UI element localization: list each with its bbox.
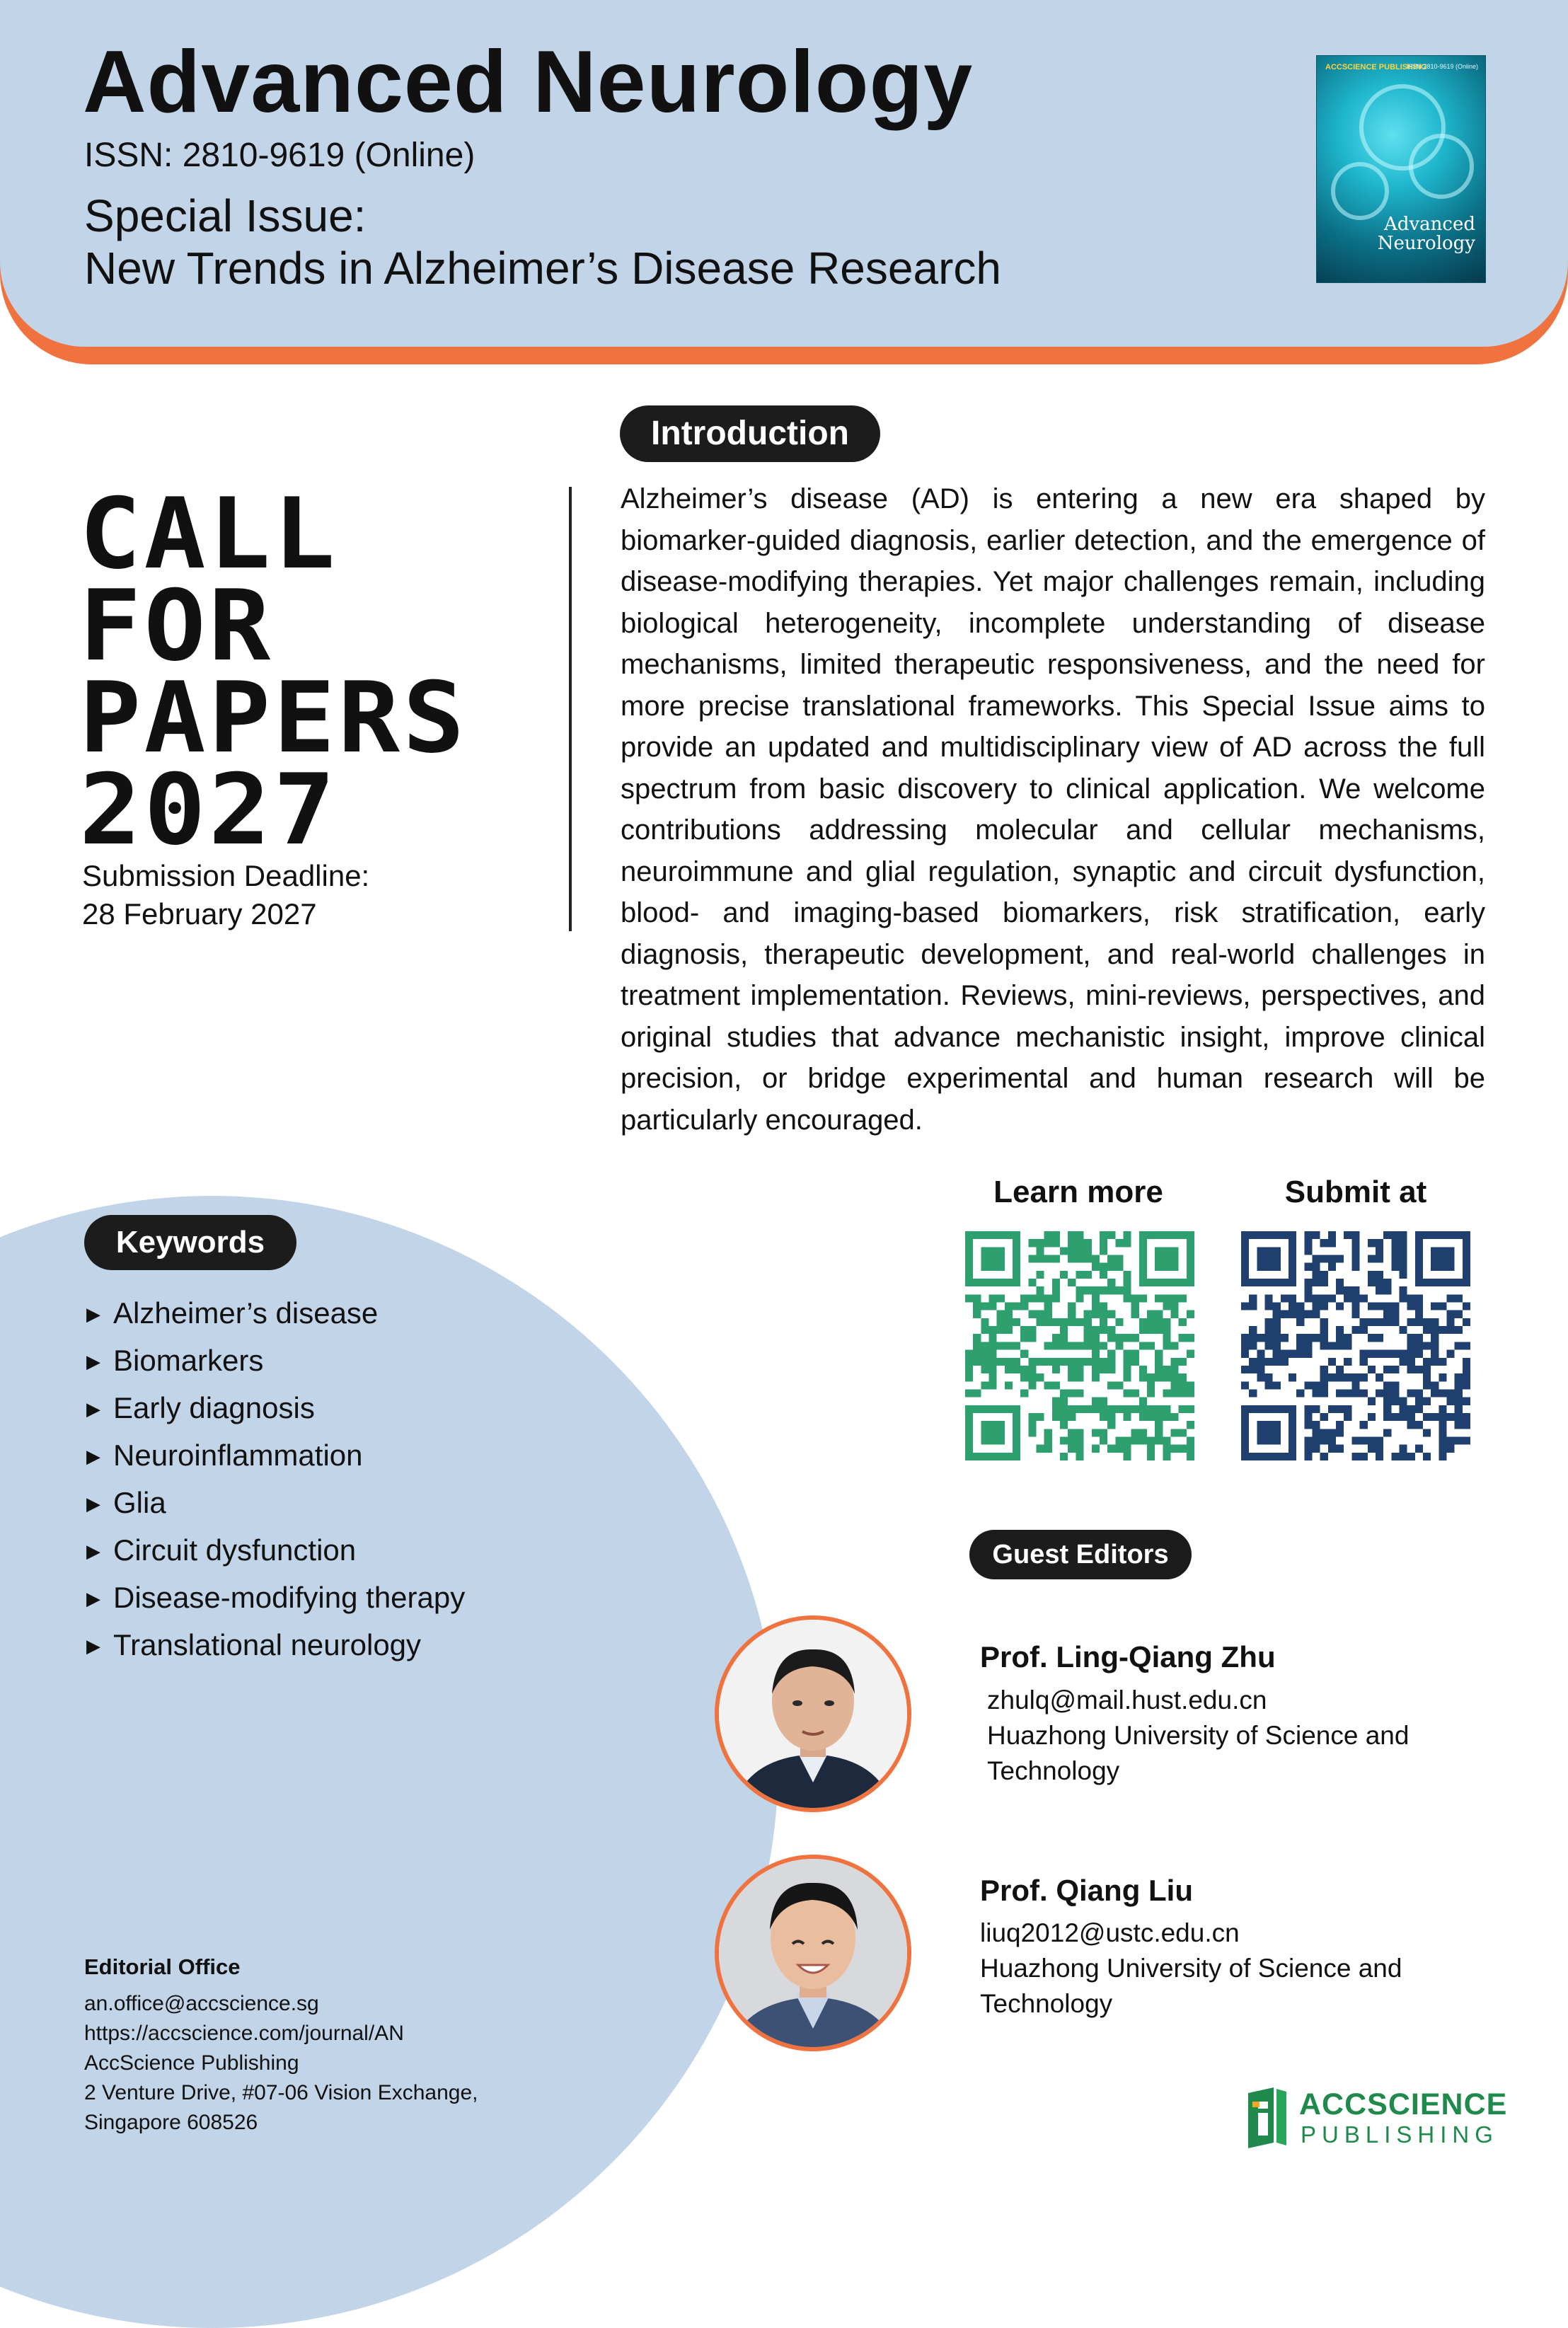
editorial-office-url[interactable]: https://accscience.com/journal/AN bbox=[84, 2022, 404, 2045]
learn-more-qr-code[interactable] bbox=[965, 1231, 1194, 1460]
publisher-name: ACCSCIENCE bbox=[1299, 2087, 1508, 2121]
editor-photo-liu bbox=[715, 1855, 911, 2051]
editorial-office-address: Singapore 608526 bbox=[84, 2111, 258, 2134]
special-issue-title: New Trends in Alzheimer’s Disease Research bbox=[84, 243, 1001, 294]
editor-affiliation: Technology bbox=[987, 1756, 1120, 1785]
triangle-bullet-icon: ▶ bbox=[86, 1540, 100, 1562]
editor-avatar-icon bbox=[719, 1620, 907, 1808]
keyword-text: Early diagnosis bbox=[113, 1391, 315, 1424]
publisher-book-icon bbox=[1245, 2086, 1289, 2150]
triangle-bullet-icon: ▶ bbox=[86, 1303, 100, 1325]
introduction-heading: Introduction bbox=[620, 405, 880, 462]
triangle-bullet-icon: ▶ bbox=[86, 1588, 100, 1609]
triangle-bullet-icon: ▶ bbox=[86, 1635, 100, 1656]
keyword-text: Translational neurology bbox=[113, 1628, 422, 1661]
triangle-bullet-icon: ▶ bbox=[86, 1398, 100, 1419]
journal-title: Advanced Neurology bbox=[83, 33, 974, 131]
editor-photo-zhu bbox=[715, 1615, 911, 1812]
keyword-text: Glia bbox=[113, 1486, 166, 1519]
keyword-item bbox=[86, 1479, 465, 1526]
editor-affiliation: Technology bbox=[980, 1989, 1113, 2018]
header-banner bbox=[0, 0, 1568, 347]
cfp-line: 2027 bbox=[79, 753, 338, 867]
publisher-logo bbox=[1245, 2086, 1508, 2150]
editor-email[interactable]: liuq2012@ustc.edu.cn bbox=[980, 1918, 1240, 1947]
deadline-label: Submission Deadline: bbox=[82, 859, 370, 892]
keyword-item bbox=[86, 1526, 465, 1574]
submit-at-label: Submit at bbox=[1284, 1175, 1427, 1209]
cover-title-line: Neurology bbox=[1377, 233, 1475, 255]
triangle-bullet-icon: ▶ bbox=[86, 1493, 100, 1514]
keyword-text: Biomarkers bbox=[113, 1344, 264, 1377]
publisher-name-sub: PUBLISHING bbox=[1301, 2121, 1499, 2148]
learn-more-label: Learn more bbox=[993, 1175, 1163, 1209]
cover-issn: ISSN 2810-9619 (Online) bbox=[1406, 63, 1478, 70]
editor-name: Prof. Qiang Liu bbox=[980, 1874, 1193, 1907]
editor-name: Prof. Ling-Qiang Zhu bbox=[980, 1640, 1276, 1673]
cfp-line: FOR bbox=[79, 569, 274, 683]
editorial-office-email[interactable]: an.office@accscience.sg bbox=[84, 1992, 319, 2015]
cover-title bbox=[1378, 215, 1475, 254]
submit-qr-code[interactable] bbox=[1241, 1231, 1470, 1460]
keyword-item bbox=[86, 1574, 465, 1621]
vertical-divider bbox=[569, 487, 572, 931]
editor-avatar-icon bbox=[719, 1859, 907, 2047]
cover-title-line: Advanced bbox=[1384, 214, 1475, 235]
cfp-line: PAPERS bbox=[79, 661, 468, 775]
introduction-text: Alzheimer’s disease (AD) is entering a new era shaped by biomarker-guided diagnosis, earlier detection, and the emergence of disease-modifying therapies. Yet major challenges remain, including biological heterogeneity, incomplete understanding of disease mechanisms, limited therapeutic responsiveness, and the need for more precise translational frameworks. This Special Issue aims to provide an updated and multidisciplinary view of AD across the full spectrum from basic discovery to clinical application. We welcome contributions addressing molecular and cellular mechanisms, neuroimmune and glial regulation, synaptic and circuit dysfunction, blood- and imaging-based biomarkers, risk stratification, early diagnosis, therapeutic development, and real-world challenges in treatment implementation. Reviews, mini-reviews, perspectives, and original studies that advance mechanistic insight, improve clinical precision, or bridge experimental and human research will be particularly encouraged. bbox=[621, 483, 1485, 1136]
keyword-text: Disease-modifying therapy bbox=[113, 1581, 466, 1614]
editorial-office-title: Editorial Office bbox=[84, 1954, 241, 1979]
keyword-text: Neuroinflammation bbox=[113, 1439, 363, 1472]
keyword-item bbox=[86, 1384, 465, 1431]
keywords-heading: Keywords bbox=[84, 1215, 296, 1270]
editor-affiliation: Huazhong University of Science and bbox=[987, 1721, 1410, 1750]
keyword-text: Circuit dysfunction bbox=[113, 1533, 357, 1567]
editor-affiliation: Huazhong University of Science and bbox=[980, 1954, 1402, 1983]
keyword-item bbox=[86, 1621, 465, 1669]
journal-cover-image bbox=[1316, 55, 1486, 283]
issn-text: ISSN: 2810-9619 (Online) bbox=[84, 137, 475, 174]
call-for-papers-heading bbox=[79, 477, 468, 867]
special-issue-label: Special Issue: bbox=[84, 190, 367, 241]
keyword-item bbox=[86, 1337, 465, 1384]
keyword-item bbox=[86, 1431, 465, 1479]
keyword-item bbox=[86, 1289, 465, 1337]
editor-email[interactable]: zhulq@mail.hust.edu.cn bbox=[987, 1686, 1267, 1715]
triangle-bullet-icon: ▶ bbox=[86, 1446, 100, 1467]
editorial-office-address: 2 Venture Drive, #07-06 Vision Exchange, bbox=[84, 2081, 478, 2104]
guest-editors-heading: Guest Editors bbox=[969, 1530, 1192, 1579]
cfp-line: CALL bbox=[79, 477, 338, 591]
keyword-text: Alzheimer’s disease bbox=[113, 1296, 379, 1330]
editorial-office-publisher: AccScience Publishing bbox=[84, 2051, 299, 2075]
deadline-date: 28 February 2027 bbox=[82, 897, 317, 930]
cover-publisher-mark: ACCSCIENCE PUBLISHING bbox=[1325, 63, 1427, 71]
triangle-bullet-icon: ▶ bbox=[86, 1351, 100, 1372]
keywords-list bbox=[86, 1289, 465, 1669]
